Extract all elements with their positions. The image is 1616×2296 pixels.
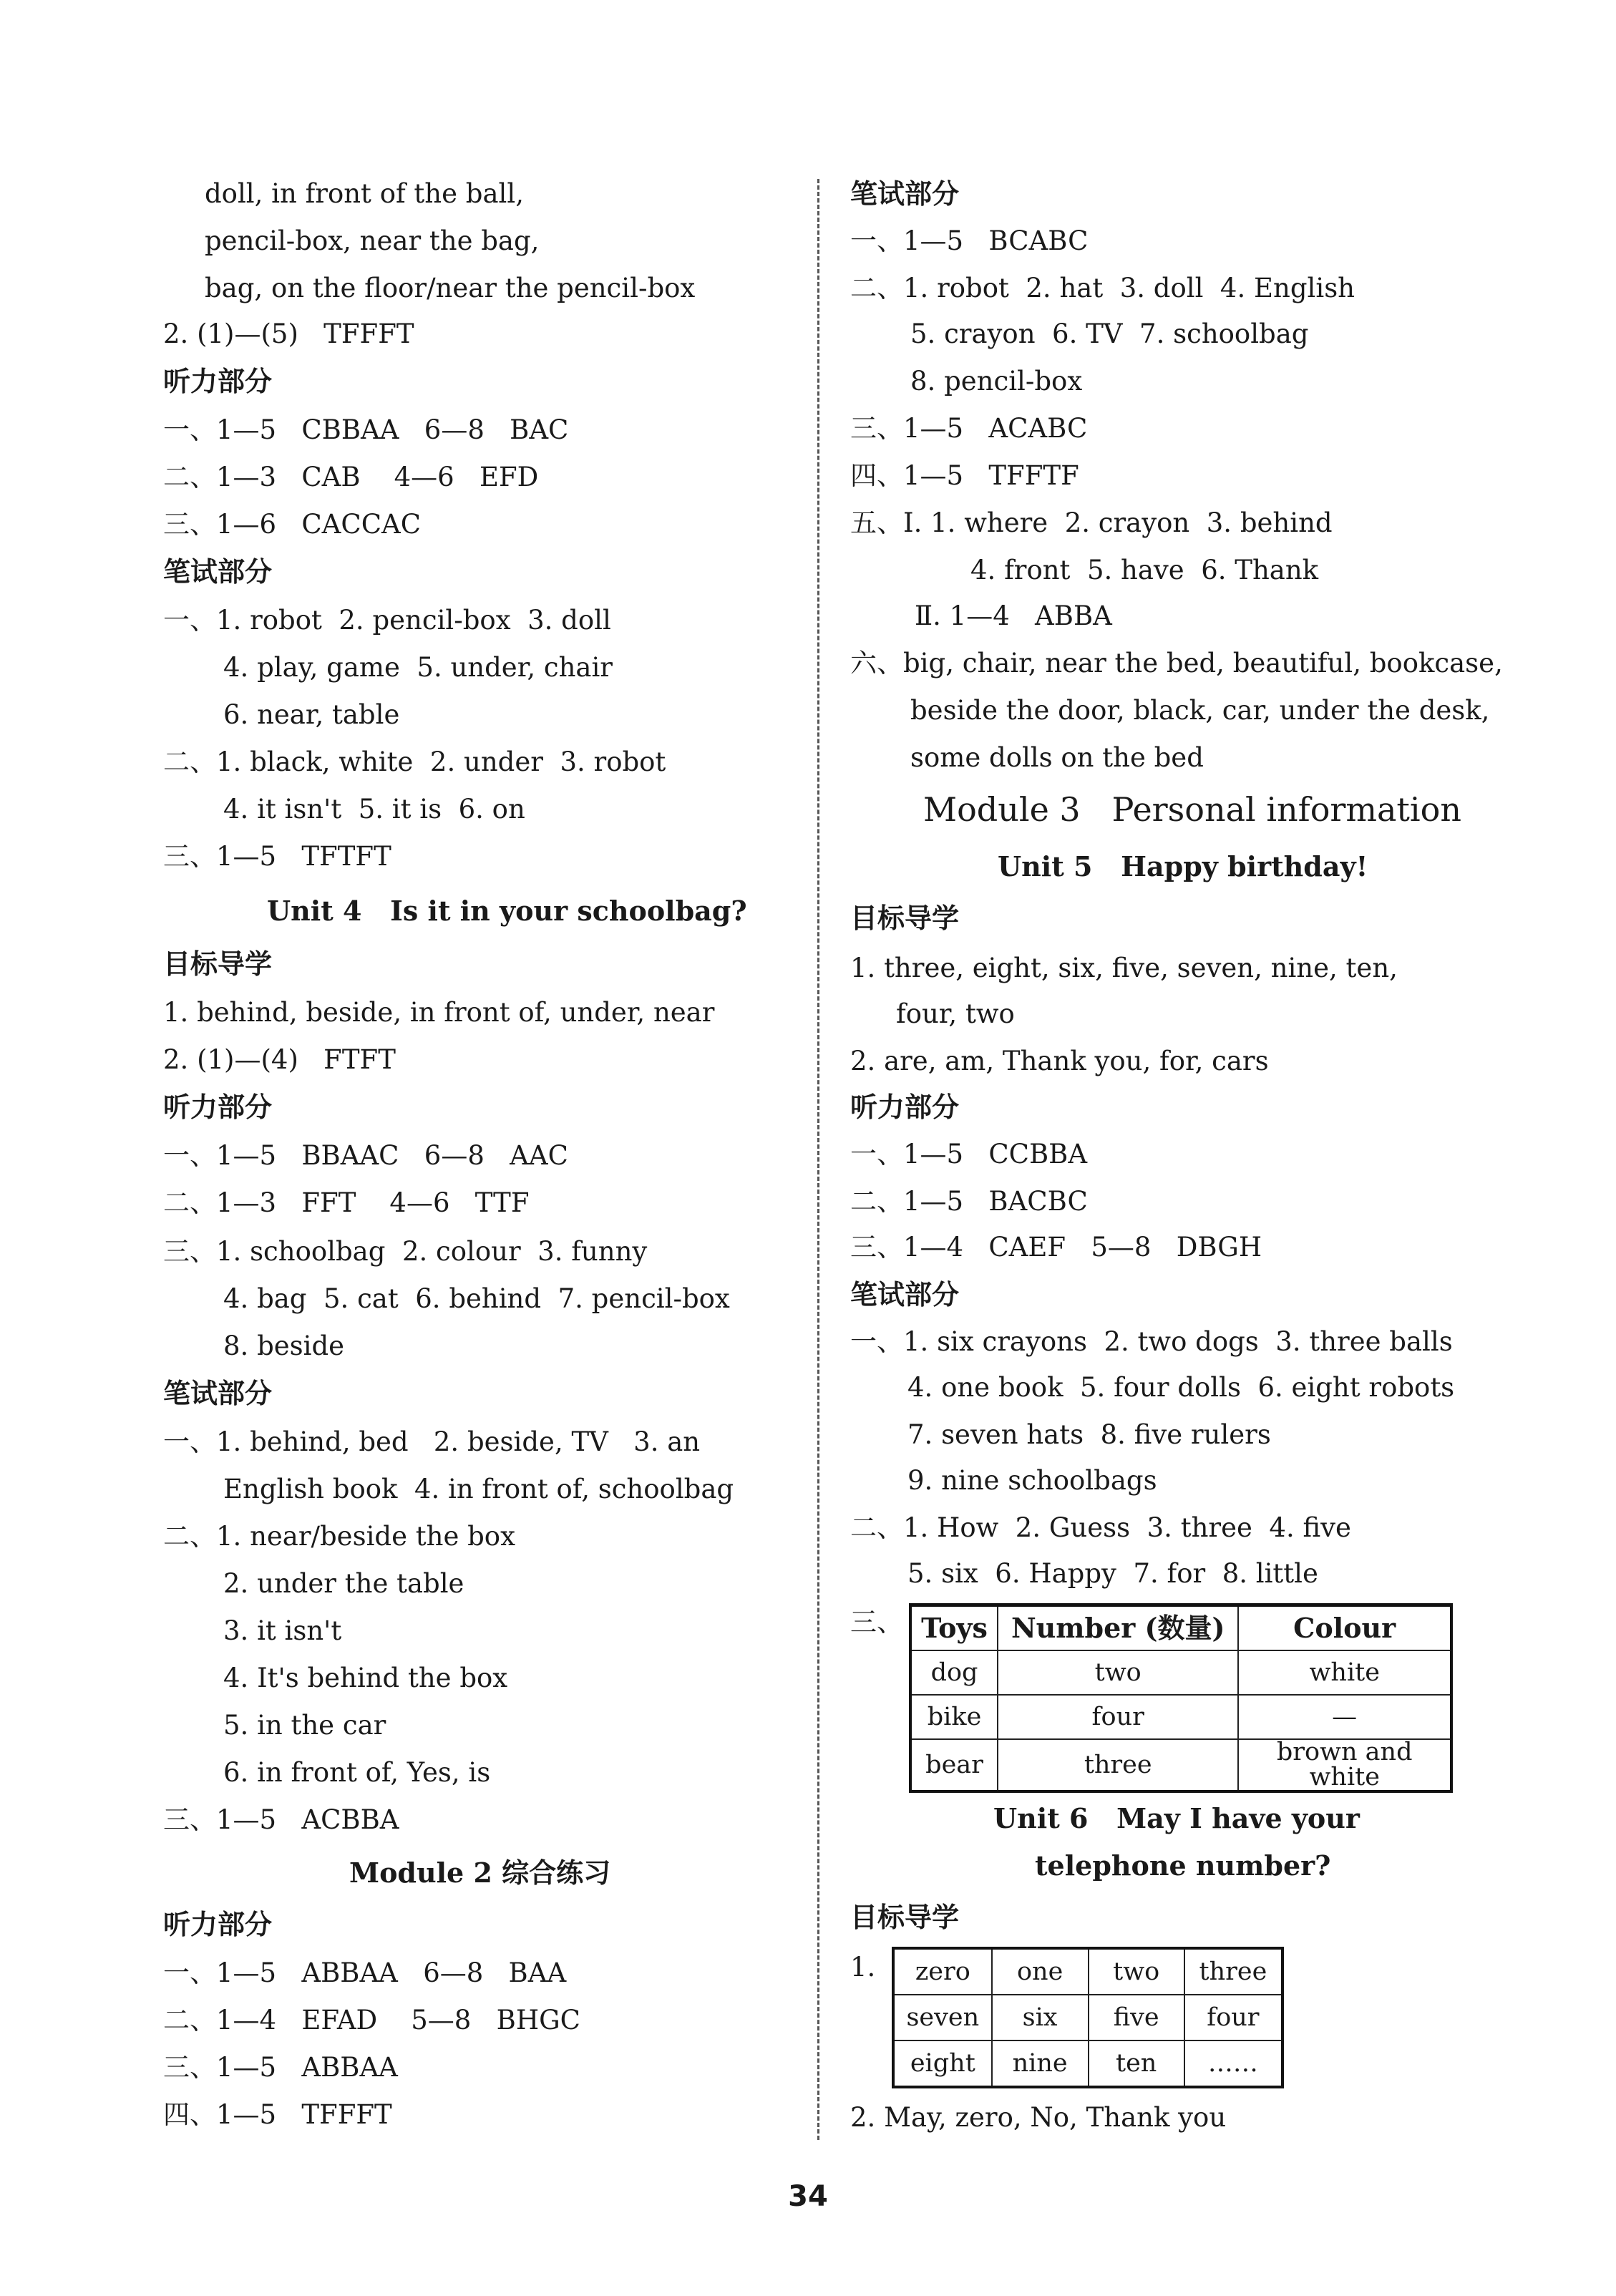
unit-title: Unit 4 Is it in your schoolbag?	[267, 895, 747, 927]
answer-line: 7. seven hats 8. five rulers	[907, 1419, 1271, 1450]
answer-line: 5. crayon 6. TV 7. schoolbag	[910, 318, 1309, 349]
answer-line: doll, in front of the ball,	[205, 178, 524, 209]
table-cell: two	[998, 1650, 1238, 1695]
answer-line: 一、1. behind, bed 2. beside, TV 3. an	[163, 1426, 701, 1457]
answer-line: four, two	[896, 998, 1015, 1029]
section-heading: 听力部分	[163, 366, 273, 397]
table-cell: ……	[1184, 2040, 1282, 2087]
answer-line: Ⅱ. 1—4 ABBA	[915, 600, 1112, 631]
answer-line: 五、Ⅰ. 1. where 2. crayon 3. behind	[850, 507, 1333, 538]
table-cell: nine	[992, 2040, 1089, 2087]
table-row	[893, 1995, 1282, 2040]
answer-line: 3. it isn't	[223, 1615, 342, 1646]
answer-line: 2. May, zero, No, Thank you	[850, 2102, 1227, 2133]
answer-line: 三、1. schoolbag 2. colour 3. funny	[163, 1236, 648, 1267]
table-row	[910, 1739, 1451, 1791]
table-cell: zero	[893, 1948, 992, 1995]
answer-line: 8. pencil-box	[910, 366, 1083, 397]
table-cell: six	[992, 1995, 1089, 2040]
answer-line: 六、big, chair, near the bed, beautiful, bookcase,	[850, 648, 1503, 678]
table-cell: bear	[910, 1739, 998, 1791]
toys-table	[909, 1603, 1453, 1793]
answer-line: 4. one book 5. four dolls 6. eight robots	[907, 1372, 1455, 1403]
answer-line: 6. near, table	[223, 699, 400, 730]
answer-line: 二、1—3 CAB 4—6 EFD	[163, 462, 539, 492]
answer-line: 三、1—5 ACBBA	[163, 1804, 399, 1835]
table-row	[910, 1650, 1451, 1695]
answer-line: 4. It's behind the box	[223, 1663, 508, 1693]
answer-line: 三、1—5 ACABC	[850, 413, 1088, 444]
table-row	[893, 1948, 1282, 1995]
table-cell: white	[1238, 1650, 1451, 1695]
table-cell: —	[1238, 1695, 1451, 1739]
unit-title: telephone number?	[1035, 1849, 1331, 1882]
table-cell: three	[1184, 1948, 1282, 1995]
table-cell: dog	[910, 1650, 998, 1695]
answer-line: 二、1—3 FFT 4—6 TTF	[163, 1187, 530, 1218]
answer-line: 2. (1)—(5) TFFFT	[163, 318, 414, 349]
module-title: Module 2 综合练习	[349, 1857, 611, 1889]
table-cell: eight	[893, 2040, 992, 2087]
answer-line: 二、1. robot 2. hat 3. doll 4. English	[850, 273, 1355, 303]
table-cell: three	[998, 1739, 1238, 1791]
answer-line: bag, on the floor/near the pencil-box	[205, 273, 696, 303]
answer-line: 一、1—5 CBBAA 6—8 BAC	[163, 414, 569, 445]
answer-line: 2. are, am, Thank you, for, cars	[850, 1046, 1269, 1076]
question-label: 三、	[850, 1607, 903, 1638]
answer-line: 4. bag 5. cat 6. behind 7. pencil-box	[223, 1283, 730, 1314]
table-cell: bike	[910, 1695, 998, 1739]
section-heading: 听力部分	[850, 1091, 960, 1123]
question-label: 1.	[850, 1952, 876, 1983]
table-cell: four	[1184, 1995, 1282, 2040]
answer-line: 二、1—4 EFAD 5—8 BHGC	[163, 2005, 580, 2035]
unit-title: Unit 6 May I have your	[993, 1802, 1360, 1834]
answer-line: 1. behind, beside, in front of, under, near	[163, 997, 715, 1028]
unit-title: Unit 5 Happy birthday!	[998, 850, 1368, 882]
answer-line: 三、1—5 ABBAA	[163, 2052, 398, 2083]
module-title: Module 3 Personal information	[923, 790, 1461, 829]
answer-line: 一、1—5 BBAAC 6—8 AAC	[163, 1140, 568, 1171]
table-cell: two	[1089, 1948, 1184, 1995]
answer-line: 二、1. black, white 2. under 3. robot	[163, 746, 666, 777]
answer-line: pencil-box, near the bag,	[205, 225, 540, 256]
answer-line: 2. (1)—(4) FTFT	[163, 1044, 396, 1075]
section-heading: 目标导学	[850, 1902, 960, 1933]
table-cell: brown and white	[1238, 1739, 1451, 1791]
answer-line: 5. six 6. Happy 7. for 8. little	[907, 1558, 1318, 1589]
table-row	[910, 1695, 1451, 1739]
answer-line: 三、1—6 CACCAC	[163, 509, 422, 540]
answer-line: 4. front 5. have 6. Thank	[970, 555, 1319, 585]
section-heading: 听力部分	[163, 1909, 273, 1940]
answer-line: 一、1—5 BCABC	[850, 225, 1089, 256]
table-header-row	[910, 1605, 1451, 1651]
answer-line: 四、1—5 TFFTF	[850, 460, 1079, 491]
answer-line: 一、1. six crayons 2. two dogs 3. three balls	[850, 1326, 1453, 1357]
table-cell: seven	[893, 1995, 992, 2040]
table-cell: five	[1089, 1995, 1184, 2040]
table-cell: four	[998, 1695, 1238, 1739]
table-header-cell: Colour	[1238, 1605, 1451, 1651]
table-header-cell: Number (数量)	[998, 1605, 1238, 1651]
answer-line: 二、1. near/beside the box	[163, 1521, 515, 1552]
answer-line: 2. under the table	[223, 1568, 464, 1599]
answer-line: 二、1—5 BACBC	[850, 1186, 1088, 1217]
section-heading: 目标导学	[850, 903, 960, 934]
answer-line: 二、1. How 2. Guess 3. three 4. five	[850, 1512, 1351, 1543]
table-cell: one	[992, 1948, 1089, 1995]
answer-line: 9. nine schoolbags	[907, 1465, 1157, 1496]
table-cell: ten	[1089, 2040, 1184, 2087]
numbers-table	[892, 1947, 1284, 2088]
section-heading: 笔试部分	[163, 1378, 273, 1409]
answer-line: 四、1—5 TFFFT	[163, 2099, 392, 2130]
section-heading: 笔试部分	[163, 556, 273, 588]
section-heading: 听力部分	[163, 1091, 273, 1123]
answer-line: 1. three, eight, six, five, seven, nine, ten,	[850, 953, 1398, 983]
answer-line: 三、1—5 TFTFT	[163, 841, 391, 872]
answer-line: 8. beside	[223, 1331, 345, 1361]
table-row	[893, 2040, 1282, 2087]
answer-line: some dolls on the bed	[910, 742, 1204, 773]
answer-line: 一、1. robot 2. pencil-box 3. doll	[163, 605, 611, 636]
answer-line: 4. play, game 5. under, chair	[223, 652, 613, 683]
answer-line: 6. in front of, Yes, is	[223, 1757, 491, 1788]
answer-line: 三、1—4 CAEF 5—8 DBGH	[850, 1232, 1262, 1263]
section-heading: 笔试部分	[850, 1279, 960, 1310]
answer-line: English book 4. in front of, schoolbag	[223, 1474, 734, 1504]
page-number: 34	[788, 2180, 828, 2213]
answer-line: beside the door, black, car, under the desk,	[910, 695, 1490, 726]
table-header-cell: Toys	[910, 1605, 998, 1651]
column-divider	[817, 179, 819, 2140]
answer-line: 一、1—5 ABBAA 6—8 BAA	[163, 1957, 567, 1988]
section-heading: 笔试部分	[850, 178, 960, 210]
section-heading: 目标导学	[163, 948, 273, 980]
answer-line: 一、1—5 CCBBA	[850, 1139, 1088, 1169]
answer-line: 4. it isn't 5. it is 6. on	[223, 794, 525, 824]
answer-line: 5. in the car	[223, 1710, 386, 1741]
